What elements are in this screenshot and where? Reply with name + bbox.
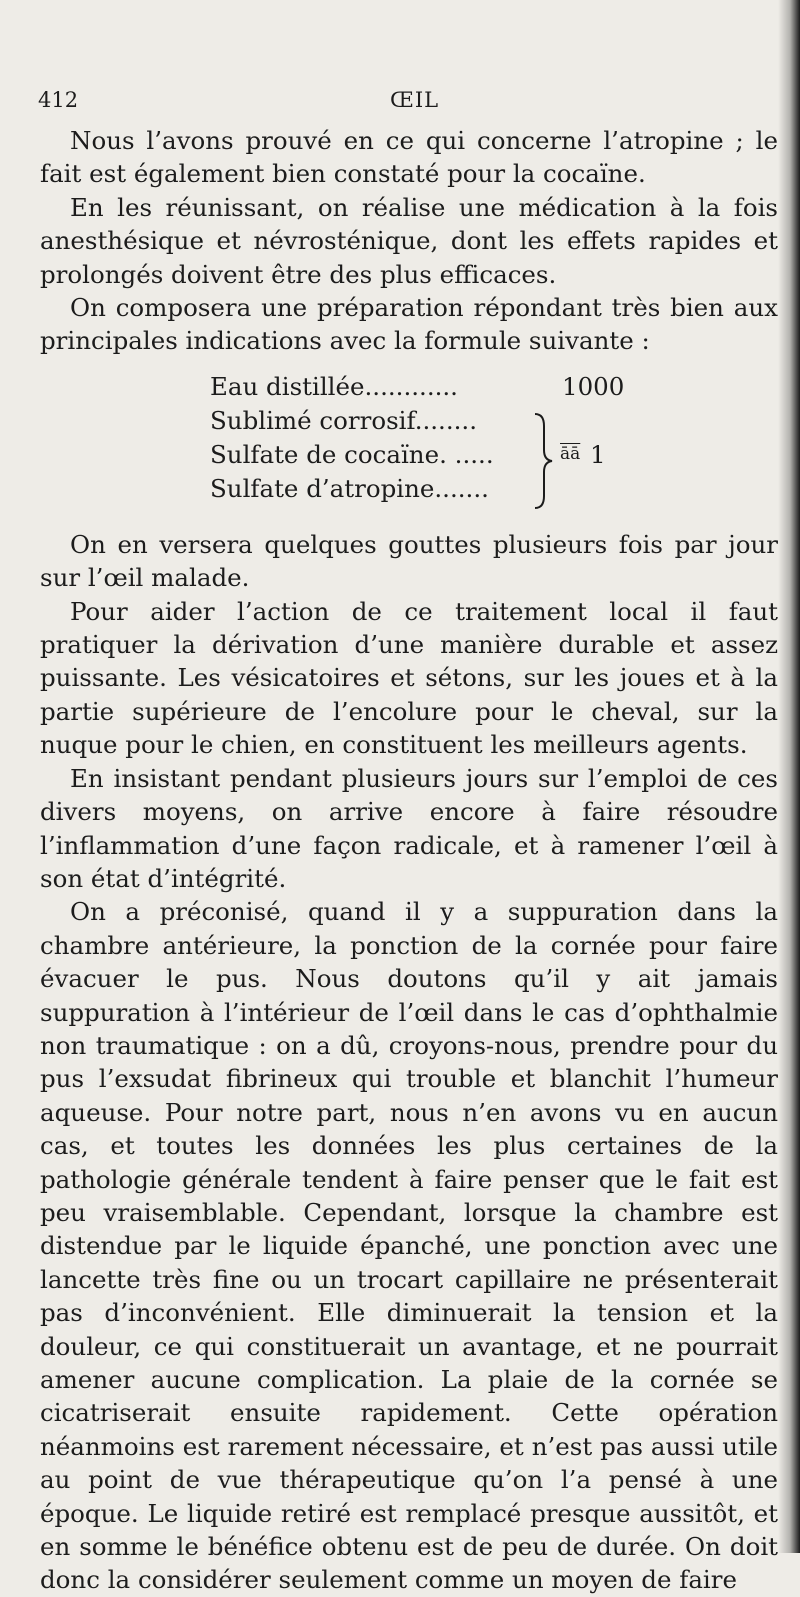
water-quantity: 1000 xyxy=(562,371,625,401)
paragraph: En les réunissant, on réalise une médication à la fois anesthésique et névrosténique, dont les effets rapides et prolongés doivent être des plus efficaces. xyxy=(40,192,778,289)
ingredient-name: Sulfate de cocaïne xyxy=(210,439,440,469)
paragraph: Nous l’avons prouvé en ce qui concerne l’atropine ; le fait est également bien constaté pour la cocaïne. xyxy=(40,126,778,189)
prescription-formula xyxy=(40,370,778,514)
dot-leader: ....... xyxy=(434,473,489,503)
page-header xyxy=(38,88,758,118)
paragraph: On en versera quelques gouttes plusieurs fois par jour sur l’œil malade. xyxy=(40,529,778,593)
right-brace xyxy=(532,412,554,510)
dot-leader: ............ xyxy=(364,371,458,401)
paragraph: On composera une préparation répondant très bien aux principales indications avec la formule suivante : xyxy=(40,293,778,356)
formula-row-atropine xyxy=(210,472,489,506)
grouped-quantity: 1 xyxy=(590,439,606,469)
paragraph: On a préconisé, quand il y a suppuration dans la chambre antérieure, la ponction de la cornée pour faire évacuer le pus. Nous doutons qu’il y ait jamais suppuration à l’intérieur de l’œil dans le cas d’ophthalmie non traumatique : on a dû, croyons-nous, prendre pour du pus l’exsudat fibrineux qui trouble et blanchit l’humeur aqueuse. Pour notre part, nous n’en avons vu en aucun cas, et toutes les données les plus certaines de la pathologie générale tendent à faire penser que le fait est peu vraisemblable. Cependant, lorsque la chambre est distendue par le liquide épanché, une ponction avec une lancette très fine ou un trocart capillaire ne présenterait pas d’inconvénient. Elle diminuerait la tension et la douleur, ce qui constituerait un avantage, et ne pourrait amener aucune complication. La plaie de la cornée se cicatriserait ensuite rapidement. Cette opération néanmoins est rarement nécessaire, et n’est pas aussi utile au point de vue thérapeutique qu’on l’a pensé à une époque. Le liquide retiré est remplacé presque aussitôt, et en somme le bénéfice obtenu est de peu de durée. On doit donc la considérer seulement comme un moyen de faire xyxy=(40,897,778,1595)
ingredient-name: Sulfate d’atropine xyxy=(210,473,435,503)
ana-abbreviation: $\overline{āā}$ xyxy=(560,443,581,464)
page-number: 412 xyxy=(38,88,79,112)
formula-row-eau xyxy=(210,370,458,404)
page-edge-shadow xyxy=(778,0,800,1553)
dot-leader: ........ xyxy=(414,405,477,435)
running-title: ŒIL xyxy=(390,88,440,112)
paragraph: En insistant pendant plusieurs jours sur l’emploi de ces divers moyens, on arrive encore à faire résoudre l’inflammation d’une façon radicale, et à ramener l’œil à son état d’intégrité. xyxy=(40,763,778,893)
ingredient-name: Eau distillée xyxy=(210,371,365,401)
formula-row-sublime xyxy=(210,404,477,438)
formula-row-cocaine xyxy=(210,438,494,472)
paragraph: Pour aider l’action de ce traitement local il faut pratiquer la dérivation d’une manière durable et assez puissante. Les vésicatoires et sétons, sur les joues et à la partie supérieure de l’encolure pour le cheval, sur la nuque pour le chien, en constituent les meilleurs agents. xyxy=(40,596,778,760)
ingredient-name: Sublimé corrosif xyxy=(210,405,415,435)
dot-leader: . ..... xyxy=(439,439,494,469)
body-text xyxy=(40,124,778,1597)
